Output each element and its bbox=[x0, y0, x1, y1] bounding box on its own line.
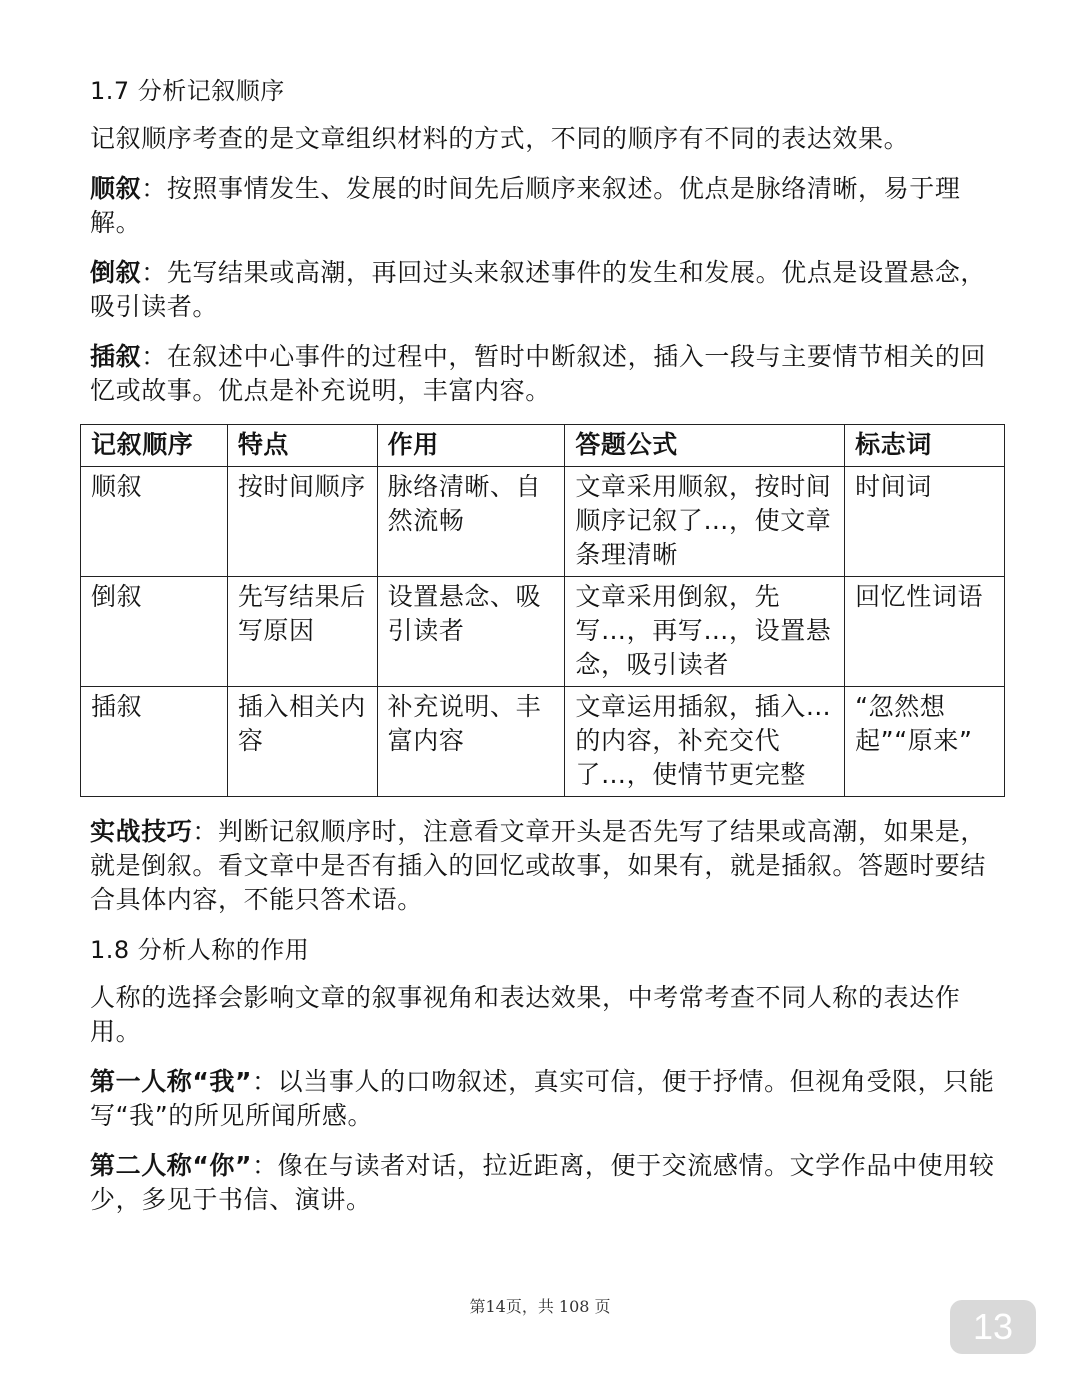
term-label: 插叙 bbox=[90, 342, 142, 371]
term-separator: ： bbox=[252, 1151, 278, 1180]
table-cell: 回忆性词语 bbox=[845, 577, 1005, 687]
practical-tip bbox=[90, 815, 1005, 917]
table-cell: 脉络清晰、自然流畅 bbox=[377, 467, 565, 577]
table-header: 答题公式 bbox=[565, 425, 845, 467]
term-separator: ： bbox=[252, 1067, 278, 1096]
section-heading-1-7: 1.7 分析记叙顺序 bbox=[90, 77, 285, 105]
term-label: 实战技巧 bbox=[90, 817, 193, 846]
term-label: 倒叙 bbox=[90, 258, 142, 287]
table-cell: 按时间顺序 bbox=[227, 467, 377, 577]
table-cell: 插叙 bbox=[81, 687, 228, 797]
table-header: 标志词 bbox=[845, 425, 1005, 467]
term-label: 第二人称“你” bbox=[90, 1151, 253, 1180]
table-header: 特点 bbox=[227, 425, 377, 467]
table-cell: 插入相关内容 bbox=[227, 687, 377, 797]
table-header: 作用 bbox=[377, 425, 565, 467]
table-cell: 文章采用顺叙，按时间顺序记叙了…，使文章条理清晰 bbox=[565, 467, 845, 577]
definition-second-person bbox=[90, 1149, 1005, 1217]
term-text: 先写结果或高潮，再回过头来叙述事件的发生和发展。优点是设置悬念，吸引读者。 bbox=[90, 258, 987, 321]
term-label: 第一人称“我” bbox=[90, 1067, 253, 1096]
table-row bbox=[81, 687, 1005, 797]
term-separator: ： bbox=[141, 342, 167, 371]
definition-shunxu bbox=[90, 172, 1005, 240]
definition-first-person bbox=[90, 1065, 1005, 1133]
table-cell: 文章运用插叙，插入…的内容，补充交代了…，使情节更完整 bbox=[565, 687, 845, 797]
table-header-row bbox=[81, 425, 1005, 467]
table-cell: 先写结果后写原因 bbox=[227, 577, 377, 687]
term-text: 像在与读者对话，拉近距离，便于交流感情。文学作品中使用较少，多见于书信、演讲。 bbox=[90, 1151, 995, 1214]
term-text: 以当事人的口吻叙述，真实可信，便于抒情。但视角受限，只能写“我”的所见所闻所感。 bbox=[90, 1067, 995, 1130]
term-text: 判断记叙顺序时，注意看文章开头是否先写了结果或高潮，如果是，就是倒叙。看文章中是否有插入的回忆或故事，如果有，就是插叙。答题时要结合具体内容，不能只答术语。 bbox=[90, 817, 987, 914]
section-heading-1-8: 1.8 分析人称的作用 bbox=[90, 936, 310, 964]
term-label: 顺叙 bbox=[90, 174, 142, 203]
table-cell: “忽然想起”“原来” bbox=[845, 687, 1005, 797]
term-separator: ： bbox=[192, 817, 219, 846]
document-page bbox=[90, 70, 1005, 1233]
table-cell: 倒叙 bbox=[81, 577, 228, 687]
term-text: 按照事情发生、发展的时间先后顺序来叙述。优点是脉络清晰，易于理解。 bbox=[90, 174, 961, 237]
definition-chaxu bbox=[90, 340, 1005, 408]
term-separator: ： bbox=[141, 258, 167, 287]
table-row bbox=[81, 467, 1005, 577]
table-cell: 顺叙 bbox=[81, 467, 228, 577]
section-intro: 记叙顺序考查的是文章组织材料的方式，不同的顺序有不同的表达效果。 bbox=[90, 124, 910, 153]
narrative-order-table bbox=[80, 424, 1005, 797]
table-row bbox=[81, 577, 1005, 687]
page-number-badge: 13 bbox=[950, 1300, 1036, 1354]
page-footer: 第14页，共 108 页 bbox=[469, 1297, 611, 1316]
term-text: 在叙述中心事件的过程中，暂时中断叙述，插入一段与主要情节相关的回忆或故事。优点是补充说明，丰富内容。 bbox=[90, 342, 987, 405]
table-header: 记叙顺序 bbox=[81, 425, 228, 467]
term-separator: ： bbox=[141, 174, 167, 203]
table-cell: 时间词 bbox=[845, 467, 1005, 577]
table-cell: 文章采用倒叙，先写…，再写…，设置悬念，吸引读者 bbox=[565, 577, 845, 687]
definition-daoxu bbox=[90, 256, 1005, 324]
table-cell: 设置悬念、吸引读者 bbox=[377, 577, 565, 687]
table-cell: 补充说明、丰富内容 bbox=[377, 687, 565, 797]
section-intro: 人称的选择会影响文章的叙事视角和表达效果，中考常考查不同人称的表达作用。 bbox=[90, 983, 961, 1046]
